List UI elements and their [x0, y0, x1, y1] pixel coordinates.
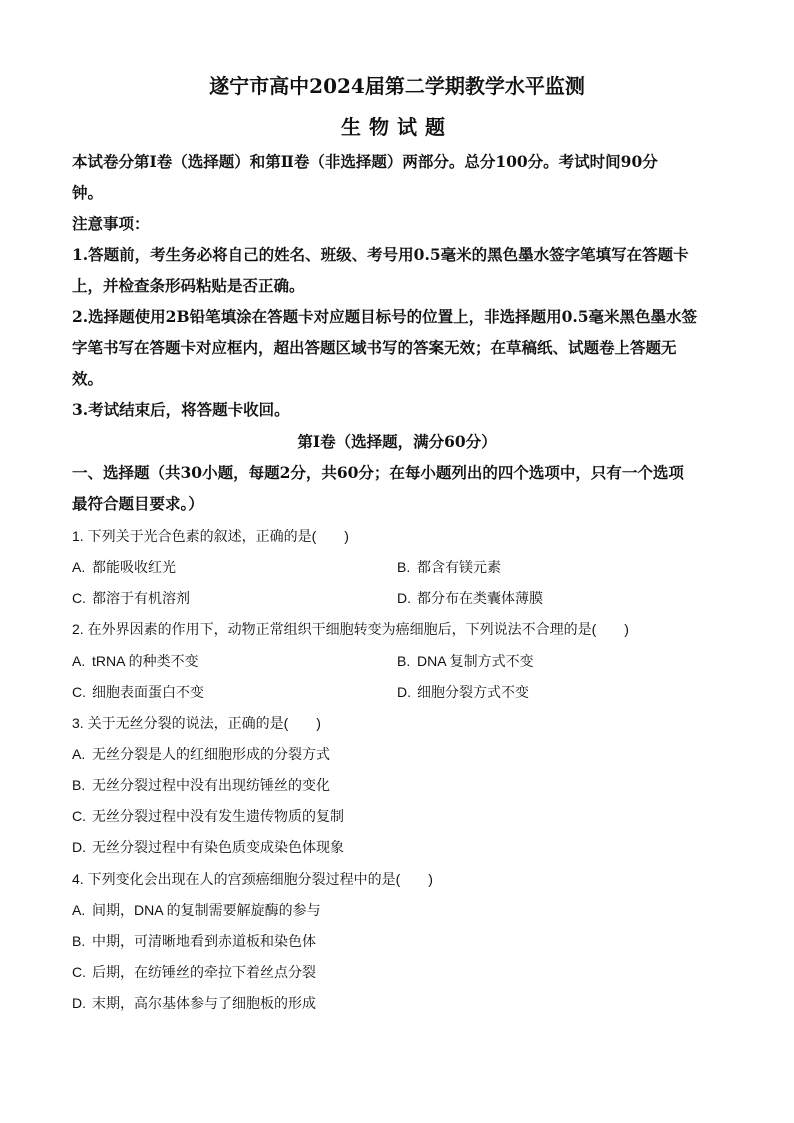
section-instructions-a: 一、选择题（共30小题，每题2分，共60分；在每小题列出的四个选项中，只有一个选项 — [72, 463, 684, 482]
question-2-option-b — [397, 651, 534, 671]
question-2-option-a — [72, 651, 199, 671]
question-3-stem: 3. 关于无丝分裂的说法，正确的是( ) — [72, 715, 321, 731]
option-label: C. — [72, 684, 86, 700]
option-label: D. — [397, 590, 411, 606]
option-text: tRNA 的种类不变 — [92, 653, 199, 669]
question-1-stem: 1. 下列关于光合色素的叙述，正确的是( ) — [72, 528, 349, 544]
option-label: D. — [72, 995, 86, 1011]
option-text: 细胞分裂方式不变 — [417, 684, 529, 700]
question-2-option-d — [397, 682, 529, 702]
option-label: C. — [72, 808, 86, 824]
question-1-option-a — [72, 557, 176, 577]
question-4-option-d — [72, 993, 316, 1013]
notes-heading: 注意事项： — [72, 214, 150, 233]
note-2-line-c: 效。 — [72, 369, 104, 388]
option-text: DNA 复制方式不变 — [417, 653, 534, 669]
option-text: 无丝分裂过程中没有发生遗传物质的复制 — [92, 808, 344, 824]
question-3-option-a — [72, 744, 330, 764]
option-text: 都溶于有机溶剂 — [92, 590, 190, 606]
option-label: B. — [397, 559, 411, 575]
section-instructions-b: 最符合题目要求。） — [72, 494, 204, 513]
note-1-line-b: 上，并检查条形码粘贴是否正确。 — [72, 276, 305, 295]
option-text: 中期，可清晰地看到赤道板和染色体 — [92, 933, 316, 949]
question-2-option-c — [72, 682, 204, 702]
question-1-option-c — [72, 588, 190, 608]
option-text: 都分布在类囊体薄膜 — [417, 590, 543, 606]
question-4-option-c — [72, 962, 316, 982]
option-label: A. — [72, 746, 86, 762]
option-label: C. — [72, 590, 86, 606]
option-label: A. — [72, 559, 86, 575]
option-label: B. — [397, 653, 411, 669]
option-label: D. — [72, 839, 86, 855]
option-label: A. — [72, 902, 86, 918]
option-text: 细胞表面蛋白不变 — [92, 684, 204, 700]
question-3-option-b — [72, 775, 330, 795]
question-3-option-c — [72, 806, 344, 826]
question-3-option-d — [72, 837, 344, 857]
option-text: 无丝分裂过程中没有出现纺锤丝的变化 — [92, 777, 330, 793]
question-4-stem: 4. 下列变化会出现在人的宫颈癌细胞分裂过程中的是( ) — [72, 871, 433, 887]
page-title: 遂宁市高中2024届第二学期教学水平监测 — [209, 74, 585, 98]
option-text: 都含有镁元素 — [417, 559, 501, 575]
option-text: 末期，高尔基体参与了细胞板的形成 — [92, 995, 316, 1011]
option-text: 无丝分裂过程中有染色质变成染色体现象 — [92, 839, 344, 855]
note-2-line-b: 字笔书写在答题卡对应框内，超出答题区域书写的答案无效；在草稿纸、试题卷上答题无 — [72, 338, 677, 357]
option-text: 间期，DNA 的复制需要解旋酶的参与 — [92, 902, 321, 918]
note-1-line-a: 1.答题前，考生务必将自己的姓名、班级、考号用0.5毫米的黑色墨水签字笔填写在答题卡 — [72, 245, 689, 264]
intro-line-2: 钟。 — [72, 183, 104, 202]
option-label: A. — [72, 653, 86, 669]
option-text: 无丝分裂是人的红细胞形成的分裂方式 — [92, 746, 330, 762]
intro-line-1: 本试卷分第Ⅰ卷（选择题）和第Ⅱ卷（非选择题）两部分。总分100分。考试时间90分 — [72, 152, 658, 171]
note-2-line-a: 2.选择题使用2B铅笔填涂在答题卡对应题目标号的位置上，非选择题用0.5毫米黑色墨水签 — [72, 307, 698, 326]
page-subtitle: 生物试题 — [341, 115, 453, 139]
option-label: D. — [397, 684, 411, 700]
option-label: B. — [72, 777, 86, 793]
question-4-option-a — [72, 900, 321, 920]
option-label: B. — [72, 933, 86, 949]
question-1-option-d — [397, 588, 543, 608]
option-label: C. — [72, 964, 86, 980]
question-4-option-b — [72, 931, 316, 951]
option-text: 后期，在纺锤丝的牵拉下着丝点分裂 — [92, 964, 316, 980]
question-1-option-b — [397, 557, 501, 577]
section-heading: 第Ⅰ卷（选择题，满分60分） — [297, 432, 497, 451]
question-2-stem: 2. 在外界因素的作用下，动物正常组织干细胞转变为癌细胞后，下列说法不合理的是( ) — [72, 621, 629, 637]
note-3: 3.考试结束后，将答题卡收回。 — [72, 400, 290, 419]
option-text: 都能吸收红光 — [92, 559, 176, 575]
